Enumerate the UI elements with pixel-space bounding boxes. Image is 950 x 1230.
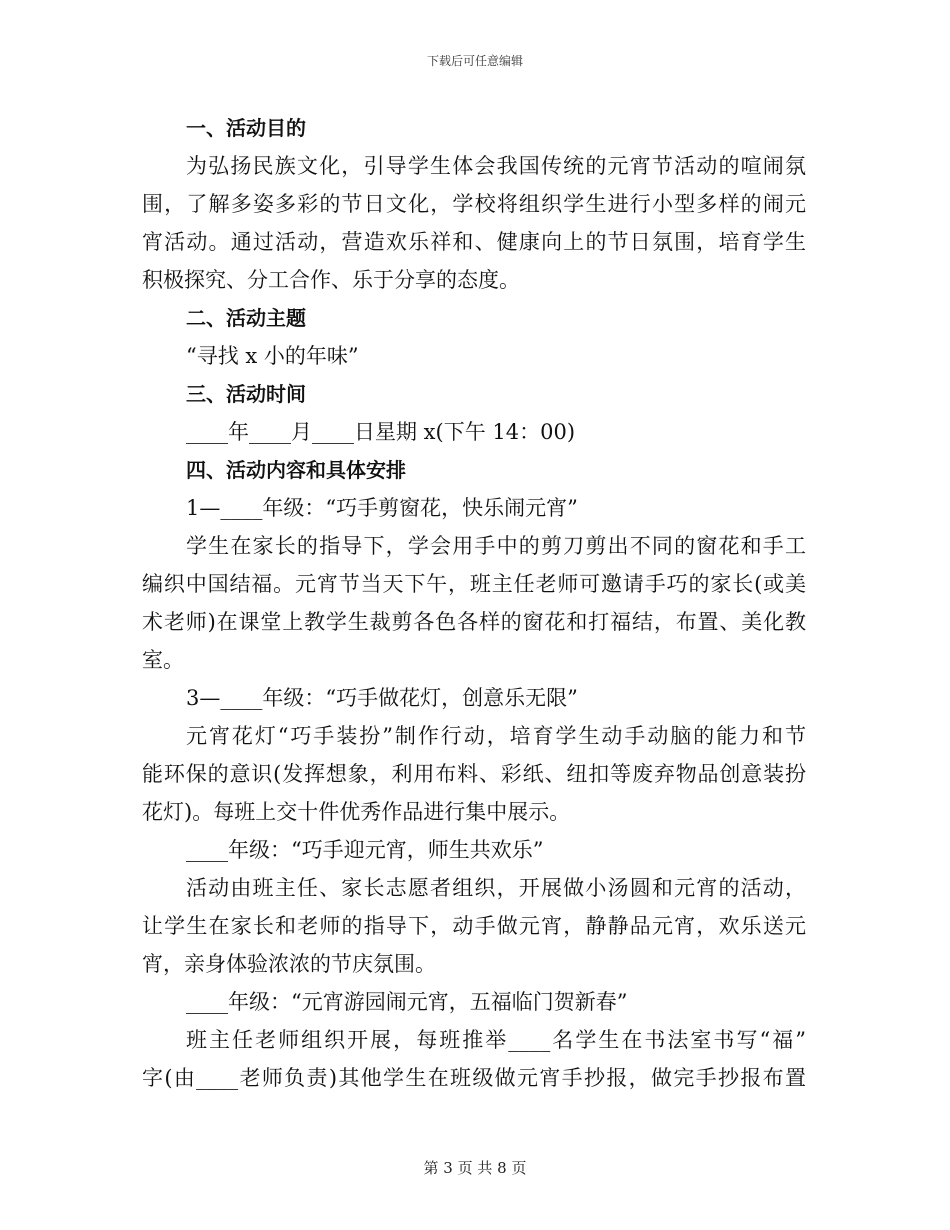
page-footer: 第 3 页 共 8 页 bbox=[423, 1159, 527, 1177]
paragraph-line: 花灯)。每班上交十件优秀作品进行集中展示。 bbox=[142, 800, 571, 824]
paragraph-line: 活动由班主任、家长志愿者组织，开展做小汤圆和元宵的活动， bbox=[186, 876, 806, 900]
subsection-title: 3—____年级：“巧手做花灯，创意乐无限” bbox=[186, 686, 578, 710]
section-heading: 四、活动内容和具体安排 bbox=[186, 458, 406, 482]
paragraph-line: 室。 bbox=[142, 648, 184, 672]
paragraph-line: 能环保的意识(发挥想象，利用布料、彩纸、纽扣等废弃物品创意装扮 bbox=[142, 762, 806, 786]
paragraph-line: 班主任老师组织开展，每班推举____名学生在书法室书写“福” bbox=[186, 1028, 806, 1052]
page-header: 下载后可任意编辑 bbox=[426, 54, 523, 68]
section-heading: 一、活动目的 bbox=[186, 116, 306, 140]
section-heading: 三、活动时间 bbox=[186, 382, 306, 406]
paragraph-line: 术老师)在课堂上教学生裁剪各色各样的窗花和打福结，布置、美化教 bbox=[142, 610, 806, 634]
paragraph-line: “寻找 x 小的年味” bbox=[186, 344, 359, 368]
subsection-title: ____年级：“巧手迎元宵，师生共欢乐” bbox=[186, 838, 544, 862]
paragraph-line: 宵，亲身体验浓浓的节庆氛围。 bbox=[142, 952, 436, 976]
paragraph-line: 让学生在家长和老师的指导下，动手做元宵，静静品元宵，欢乐送元 bbox=[142, 914, 806, 938]
paragraph-line: 编织中国结福。元宵节当天下午，班主任老师可邀请手巧的家长(或美 bbox=[142, 572, 806, 596]
paragraph-line: 元宵花灯“巧手装扮”制作行动，培育学生动手动脑的能力和节 bbox=[186, 724, 806, 748]
paragraph-line: 宵活动。通过活动，营造欢乐祥和、健康向上的节日氛围，培育学生 bbox=[142, 230, 806, 254]
paragraph-line: 学生在家长的指导下，学会用手中的剪刀剪出不同的窗花和手工 bbox=[186, 534, 806, 558]
subsection-title: ____年级：“元宵游园闹元宵，五福临门贺新春” bbox=[186, 990, 628, 1014]
paragraph-line: ____年____月____日星期 x(下午 14：00) bbox=[186, 420, 576, 444]
document-body bbox=[142, 112, 806, 1100]
paragraph-line: 为弘扬民族文化，引导学生体会我国传统的元宵节活动的喧闹氛 bbox=[186, 154, 806, 178]
paragraph-line: 积极探究、分工合作、乐于分享的态度。 bbox=[142, 268, 520, 292]
paragraph-line: 字(由____老师负责)其他学生在班级做元宵手抄报，做完手抄报布置 bbox=[142, 1066, 806, 1090]
subsection-title: 1—____年级：“巧手剪窗花，快乐闹元宵” bbox=[186, 496, 578, 520]
section-heading: 二、活动主题 bbox=[186, 306, 306, 330]
paragraph-line: 围，了解多姿多彩的节日文化，学校将组织学生进行小型多样的闹元 bbox=[142, 192, 806, 216]
